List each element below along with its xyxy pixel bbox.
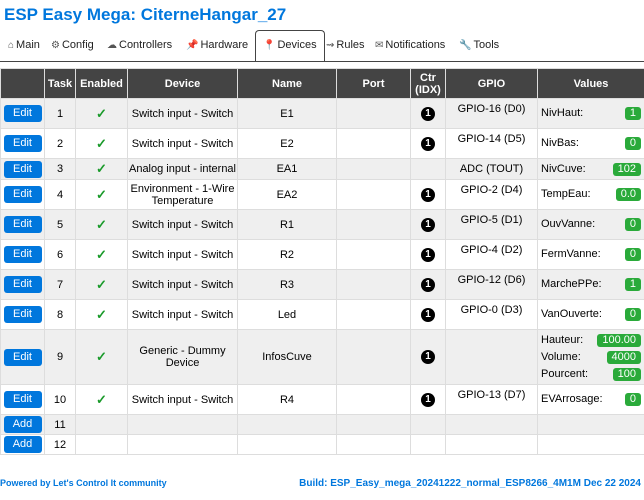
table-row <box>1 240 644 270</box>
port-cell <box>337 180 411 210</box>
idx-badge: 1 <box>421 308 435 322</box>
action-cell <box>1 129 45 159</box>
tab-label: Controllers <box>119 39 173 51</box>
device-name: EA2 <box>238 180 337 210</box>
task-number: 4 <box>45 180 76 210</box>
enabled-cell <box>76 330 128 385</box>
checkmark-icon: ✓ <box>96 246 107 262</box>
value-label: EVArrosage: <box>541 393 603 405</box>
enabled-cell <box>76 415 128 435</box>
gpio-cell <box>446 240 538 270</box>
edit-task-button[interactable]: Edit <box>4 105 42 122</box>
table-row <box>1 210 644 240</box>
column-header: Name <box>238 69 337 99</box>
device-name <box>238 415 337 435</box>
values-cell <box>538 240 644 270</box>
value-label: NivHaut: <box>541 107 584 119</box>
idx-cell <box>411 180 446 210</box>
action-cell <box>1 435 45 455</box>
task-number: 10 <box>45 385 76 415</box>
tab-config[interactable] <box>51 31 94 60</box>
device-type: Switch input - Switch <box>128 129 238 159</box>
notifications-icon: ✉ <box>375 40 384 51</box>
gpio-cell <box>446 129 538 159</box>
gpio-cell <box>446 180 538 210</box>
values-cell <box>538 180 644 210</box>
edit-task-button[interactable]: Edit <box>4 391 42 408</box>
idx-cell <box>411 300 446 330</box>
idx-badge: 1 <box>421 137 435 151</box>
idx-badge: 1 <box>421 350 435 364</box>
device-name: R3 <box>238 270 337 300</box>
action-cell <box>1 415 45 435</box>
device-type: Switch input - Switch <box>128 210 238 240</box>
gpio-cell <box>446 385 538 415</box>
tab-label: Main <box>16 39 40 51</box>
checkmark-icon: ✓ <box>96 391 107 407</box>
device-type: Switch input - Switch <box>128 385 238 415</box>
devices-table <box>0 68 644 455</box>
value-row <box>538 366 644 383</box>
table-row <box>1 270 644 300</box>
value-row <box>538 161 644 178</box>
value-badge: 100.00 <box>597 334 641 347</box>
task-number: 9 <box>45 330 76 385</box>
gpio-cell <box>446 210 538 240</box>
idx-cell <box>411 240 446 270</box>
port-cell <box>337 435 411 455</box>
idx-badge: 1 <box>421 248 435 262</box>
value-row <box>538 306 644 323</box>
edit-task-button[interactable]: Edit <box>4 349 42 366</box>
device-type: Switch input - Switch <box>128 99 238 129</box>
value-label: Volume: <box>541 350 581 363</box>
table-row <box>1 435 644 455</box>
port-cell <box>337 240 411 270</box>
edit-task-button[interactable]: Edit <box>4 135 42 152</box>
tab-label: Notifications <box>385 39 446 51</box>
action-cell <box>1 180 45 210</box>
device-type <box>128 415 238 435</box>
table-row <box>1 330 644 385</box>
device-name: R1 <box>238 210 337 240</box>
port-cell <box>337 300 411 330</box>
task-number: 5 <box>45 210 76 240</box>
tab-rules[interactable] <box>326 31 365 60</box>
task-number: 8 <box>45 300 76 330</box>
tools-icon: 🔧 <box>459 40 472 51</box>
device-name: InfosCuve <box>238 330 337 385</box>
action-cell <box>1 210 45 240</box>
action-cell <box>1 99 45 129</box>
value-label: OuvVanne: <box>541 218 596 230</box>
value-row <box>538 186 644 203</box>
value-row <box>538 391 644 408</box>
column-header <box>1 69 45 99</box>
checkmark-icon: ✓ <box>96 306 107 322</box>
checkmark-icon: ✓ <box>96 161 107 176</box>
column-header: Task <box>45 69 76 99</box>
value-label: TempEau: <box>541 188 591 200</box>
footer <box>0 478 644 492</box>
edit-task-button[interactable]: Edit <box>4 276 42 293</box>
idx-badge: 1 <box>421 188 435 202</box>
values-cell <box>538 385 644 415</box>
table-row <box>1 385 644 415</box>
value-row <box>538 332 644 349</box>
value-badge: 0 <box>625 308 641 321</box>
gpio-cell <box>446 159 538 180</box>
values-cell <box>538 435 644 455</box>
gpio-cell <box>446 415 538 435</box>
values-cell <box>538 99 644 129</box>
values-cell <box>538 300 644 330</box>
enabled-cell <box>76 270 128 300</box>
config-icon: ⚙ <box>51 40 60 51</box>
device-type: Switch input - Switch <box>128 270 238 300</box>
port-cell <box>337 270 411 300</box>
tab-main[interactable] <box>8 31 40 60</box>
edit-task-button[interactable]: Edit <box>4 216 42 233</box>
port-cell <box>337 99 411 129</box>
device-type: Switch input - Switch <box>128 240 238 270</box>
value-label: NivCuve: <box>541 162 586 175</box>
action-cell <box>1 159 45 180</box>
task-number: 6 <box>45 240 76 270</box>
gpio-label: GPIO-5 (D1) <box>460 214 523 226</box>
gpio-label: GPIO-16 (D0) <box>457 103 526 115</box>
value-row <box>538 246 644 263</box>
value-label: Pourcent: <box>541 367 589 380</box>
column-header: Device <box>128 69 238 99</box>
device-type <box>128 435 238 455</box>
enabled-cell <box>76 240 128 270</box>
main-icon: ⌂ <box>8 40 15 51</box>
values-cell <box>538 330 644 385</box>
task-number: 2 <box>45 129 76 159</box>
idx-badge: 1 <box>421 218 435 232</box>
port-cell <box>337 210 411 240</box>
enabled-cell <box>76 99 128 129</box>
tab-devices[interactable] <box>255 30 325 61</box>
tab-label: Tools <box>473 39 500 51</box>
enabled-cell <box>76 385 128 415</box>
value-label: FermVanne: <box>541 248 601 260</box>
column-header: Ctr (IDX) <box>411 69 446 99</box>
idx-cell <box>411 330 446 385</box>
idx-cell <box>411 129 446 159</box>
header <box>0 0 644 29</box>
enabled-cell <box>76 159 128 180</box>
gpio-label: GPIO-12 (D6) <box>457 274 526 286</box>
idx-badge: 1 <box>421 393 435 407</box>
value-badge: 0 <box>625 218 641 231</box>
value-badge: 0 <box>625 393 641 406</box>
value-badge: 100 <box>613 368 641 381</box>
device-name: EA1 <box>238 159 337 180</box>
device-name <box>238 435 337 455</box>
add-task-button[interactable]: Add <box>4 416 42 433</box>
edit-task-button[interactable]: Edit <box>4 161 42 178</box>
table-row <box>1 180 644 210</box>
tab-bar <box>0 31 644 62</box>
action-cell <box>1 330 45 385</box>
value-label: VanOuverte: <box>541 308 602 320</box>
gpio-label: GPIO-0 (D3) <box>460 304 523 316</box>
value-label: MarchePPe: <box>541 278 602 290</box>
value-row <box>538 135 644 152</box>
action-cell <box>1 385 45 415</box>
tab-controllers[interactable] <box>107 31 172 60</box>
value-badge: 0 <box>625 248 641 261</box>
value-badge: 1 <box>625 107 641 120</box>
task-number: 7 <box>45 270 76 300</box>
value-row <box>538 349 644 366</box>
table-row <box>1 129 644 159</box>
task-number: 12 <box>45 435 76 455</box>
gpio-cell <box>446 300 538 330</box>
column-header: Values <box>538 69 644 99</box>
value-row <box>538 105 644 122</box>
idx-cell <box>411 415 446 435</box>
checkmark-icon: ✓ <box>96 186 107 202</box>
gpio-label: GPIO-4 (D2) <box>460 244 523 256</box>
values-cell <box>538 270 644 300</box>
device-name: Led <box>238 300 337 330</box>
value-row <box>538 216 644 233</box>
device-name: R4 <box>238 385 337 415</box>
checkmark-icon: ✓ <box>96 135 107 151</box>
devices-icon: 📍 <box>263 40 276 51</box>
action-cell <box>1 240 45 270</box>
footer-credit-link[interactable]: Powered by Let's Control It community <box>0 478 167 488</box>
column-header: Enabled <box>76 69 128 99</box>
task-number: 3 <box>45 159 76 180</box>
tab-label: Hardware <box>200 39 249 51</box>
device-name: E1 <box>238 99 337 129</box>
values-cell <box>538 129 644 159</box>
table-row <box>1 300 644 330</box>
table-row <box>1 159 644 180</box>
idx-cell <box>411 385 446 415</box>
values-cell <box>538 159 644 180</box>
idx-cell <box>411 270 446 300</box>
tab-label: Rules <box>336 39 365 51</box>
action-cell <box>1 300 45 330</box>
checkmark-icon: ✓ <box>96 276 107 292</box>
gpio-label: GPIO-2 (D4) <box>460 184 523 196</box>
value-label: Hauteur: <box>541 333 584 346</box>
port-cell <box>337 129 411 159</box>
enabled-cell <box>76 129 128 159</box>
footer-build-info: Build: ESP_Easy_mega_20241222_normal_ESP8266_4M1M Dec 22 2024 <box>299 478 641 489</box>
value-badge: 0 <box>625 137 641 150</box>
gpio-cell <box>446 435 538 455</box>
value-row <box>538 276 644 293</box>
idx-cell <box>411 435 446 455</box>
column-header: Port <box>337 69 411 99</box>
tab-tools[interactable] <box>459 31 499 60</box>
idx-badge: 1 <box>421 107 435 121</box>
value-badge: 0.0 <box>616 188 641 201</box>
gpio-cell <box>446 330 538 385</box>
port-cell <box>337 330 411 385</box>
gpio-cell <box>446 270 538 300</box>
port-cell <box>337 415 411 435</box>
device-name: E2 <box>238 129 337 159</box>
task-number: 11 <box>45 415 76 435</box>
idx-badge: 1 <box>421 278 435 292</box>
enabled-cell <box>76 210 128 240</box>
device-type: Analog input - internal <box>128 159 238 180</box>
enabled-cell <box>76 180 128 210</box>
checkmark-icon: ✓ <box>96 216 107 232</box>
tab-hardware[interactable] <box>186 31 248 60</box>
values-cell <box>538 210 644 240</box>
idx-cell <box>411 99 446 129</box>
controllers-icon: ☁ <box>107 40 117 51</box>
task-number: 1 <box>45 99 76 129</box>
add-task-button[interactable]: Add <box>4 436 42 453</box>
device-type: Switch input - Switch <box>128 300 238 330</box>
device-name: R2 <box>238 240 337 270</box>
device-type: Environment - 1-Wire Temperature <box>128 180 238 210</box>
enabled-cell <box>76 435 128 455</box>
checkmark-icon: ✓ <box>96 349 107 364</box>
hardware-icon: 📌 <box>186 40 199 51</box>
table-row <box>1 99 644 129</box>
gpio-label: ADC (TOUT) <box>459 163 524 175</box>
gpio-label: GPIO-13 (D7) <box>457 389 526 401</box>
tab-label: Config <box>61 39 94 51</box>
edit-task-button[interactable]: Edit <box>4 306 42 323</box>
page-title: ESP Easy Mega: CiterneHangar_27 <box>4 5 287 24</box>
port-cell <box>337 159 411 180</box>
table-row <box>1 415 644 435</box>
edit-task-button[interactable]: Edit <box>4 246 42 263</box>
tab-notifications[interactable] <box>375 31 445 60</box>
gpio-cell <box>446 99 538 129</box>
gpio-label: GPIO-14 (D5) <box>457 133 526 145</box>
value-badge: 102 <box>613 163 641 176</box>
port-cell <box>337 385 411 415</box>
column-header: GPIO <box>446 69 538 99</box>
tab-label: Devices <box>277 39 317 51</box>
checkmark-icon: ✓ <box>96 105 107 121</box>
idx-cell <box>411 210 446 240</box>
enabled-cell <box>76 300 128 330</box>
device-type: Generic - Dummy Device <box>128 330 238 385</box>
value-label: NivBas: <box>541 137 579 149</box>
value-badge: 4000 <box>607 351 641 364</box>
values-cell <box>538 415 644 435</box>
rules-icon: ⇝ <box>326 40 335 51</box>
edit-task-button[interactable]: Edit <box>4 186 42 203</box>
action-cell <box>1 270 45 300</box>
table-header-row <box>1 69 644 99</box>
value-badge: 1 <box>625 278 641 291</box>
idx-cell <box>411 159 446 180</box>
